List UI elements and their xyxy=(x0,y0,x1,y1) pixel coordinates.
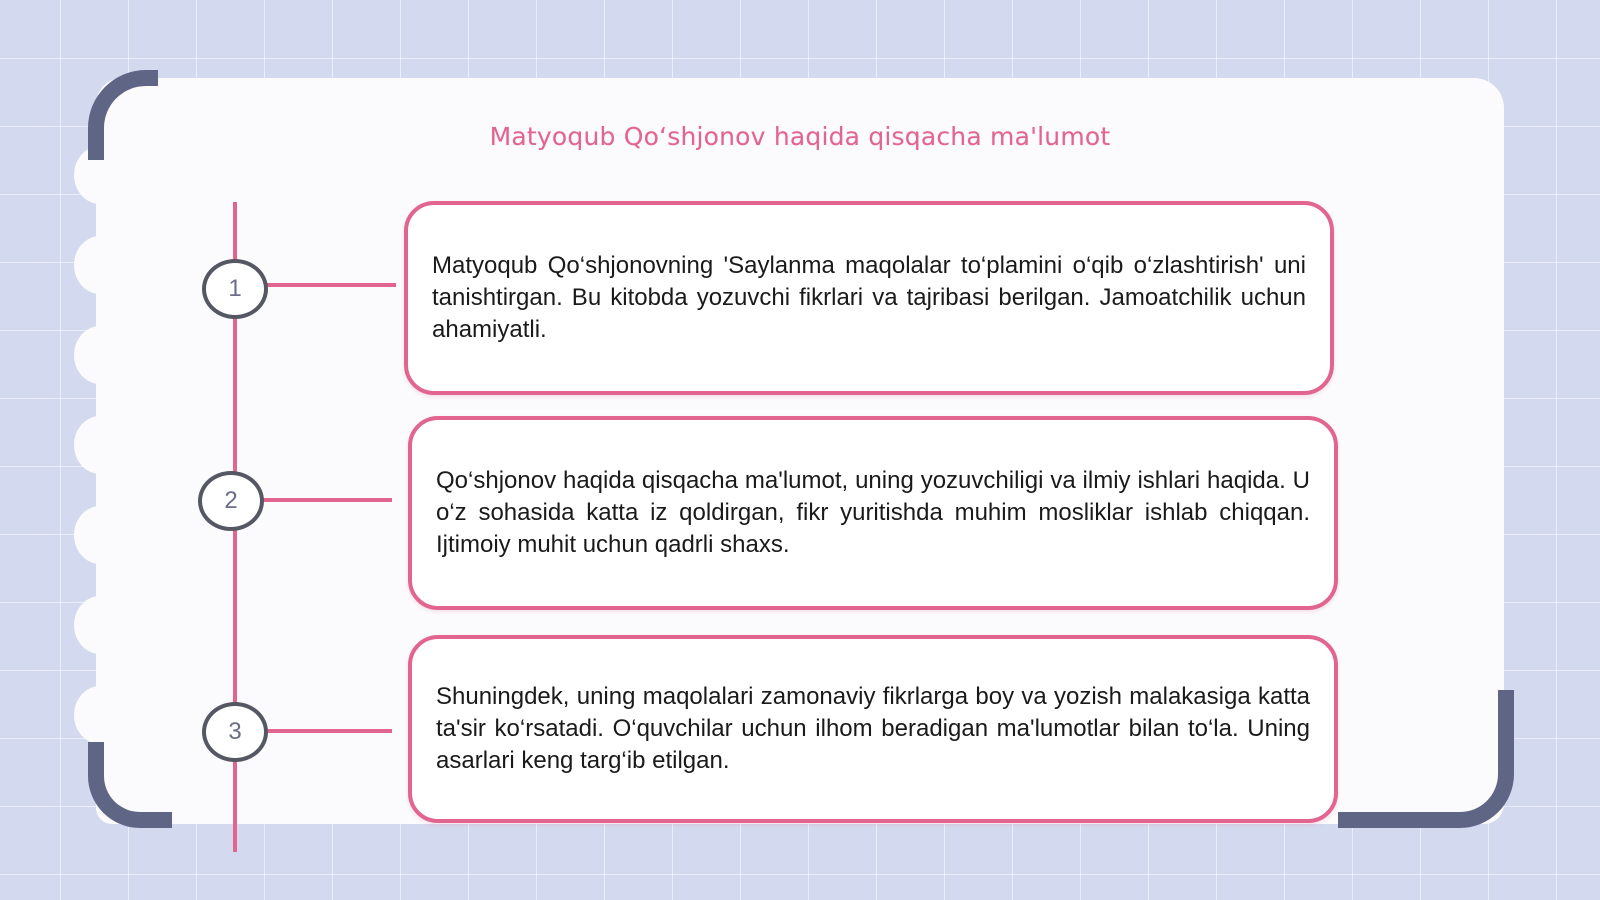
sheet-scallop xyxy=(74,686,126,744)
timeline-connector xyxy=(266,283,396,287)
slide-title: Matyoqub Qo‘shjonov haqida qisqacha ma'lumot xyxy=(489,122,1111,151)
card-text: Qo‘shjonov haqida qisqacha ma'lumot, uning yozuvchiligi va ilmiy ishlari haqida. U o‘z sohasida katta iz qoldirgan, fikr yuritishda muhim mosliklar ishlab chiqqan. Ijtimoiy muhit uchun qadrli shaxs. xyxy=(436,467,1310,558)
timeline-card-1 xyxy=(404,201,1334,395)
corner-bracket-bottom-right xyxy=(1338,690,1514,828)
sheet-scallop xyxy=(74,596,126,654)
timeline-card-3 xyxy=(408,635,1338,823)
timeline-connector xyxy=(266,729,392,733)
timeline-card-2 xyxy=(408,416,1338,610)
step-number-badge-1: 1 xyxy=(202,259,268,319)
timeline-connector xyxy=(262,498,392,502)
step-number-badge-3: 3 xyxy=(202,702,268,762)
step-number-badge-2: 2 xyxy=(198,471,264,531)
sheet-scallop xyxy=(74,236,126,294)
sheet-scallop xyxy=(74,326,126,384)
card-text: Shuningdek, uning maqolalari zamonaviy fikrlarga boy va yozish malakasiga katta ta'sir ko‘rsatadi. O‘quvchilar uchun ilhom beradigan ma'lumotlar bilan to‘la. Uning asarlari keng targ‘ib etilgan. xyxy=(436,683,1310,774)
sheet-scallop xyxy=(74,416,126,474)
card-text: Matyoqub Qo‘shjonovning 'Saylanma maqolalar to‘plamini o‘qib o‘zlashtirish' uni tanishtirgan. Bu kitobda yozuvchi fikrlari va tajribasi berilgan. Jamoatchilik uchun ahamiyatli. xyxy=(432,252,1306,343)
sheet-scallop xyxy=(74,506,126,564)
